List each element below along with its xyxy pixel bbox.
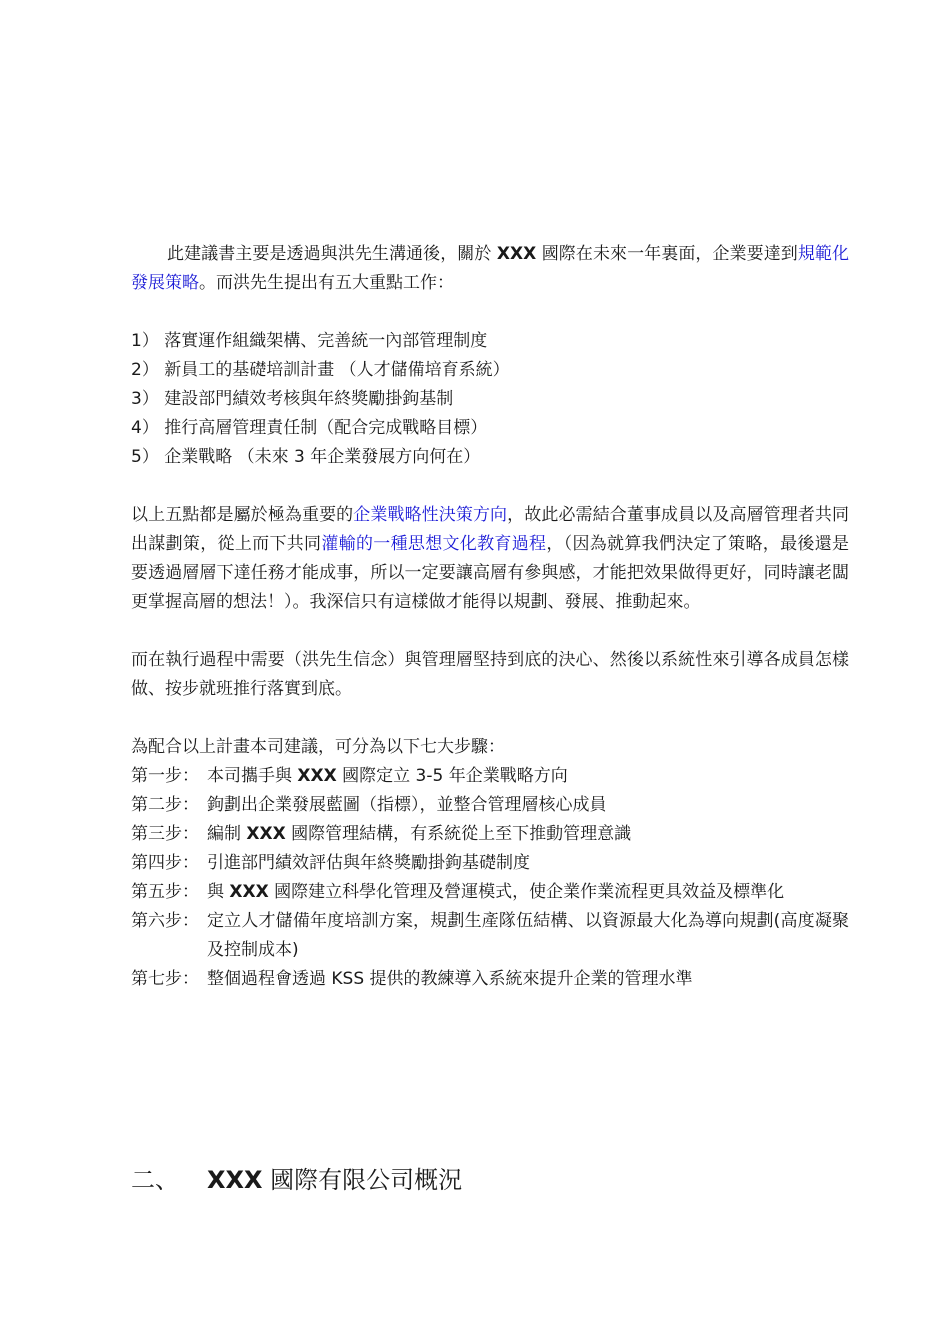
step-label: 第七步： [131, 969, 199, 989]
highlight-text: 企業戰略性決策方向 [353, 505, 508, 525]
step-item [131, 965, 849, 994]
paragraph-text: ，（因為就算我們決定了策略，最後還是要透過層層下達任務才能成事，所以一定要讓高層有參與感，才能把效果做得更好，同時讓老闆更掌握高層的想法！）。我深信只有這樣做才能得以規劃、發展、推動起來。 [131, 534, 850, 612]
step-item [131, 791, 849, 820]
strategy-paragraph [131, 501, 849, 617]
step-item [131, 907, 849, 965]
intro-paragraph [131, 240, 849, 298]
company-name: XXX [496, 244, 537, 264]
execution-paragraph: 而在執行過程中需要（洪先生信念）與管理層堅持到底的決心、然後以系統性來引導各成員怎樣做、按步就班推行落實到底。 [131, 650, 849, 699]
step-item [131, 878, 849, 907]
step-text: 編制 XXX 國際管理結構，有系統從上至下推動管理意識 [207, 824, 632, 844]
step-label: 第一步： [131, 766, 199, 786]
paragraph-text: ，故此必需結合董事成員以及高層管理者共同出謀劃策，從上而下共同 [131, 505, 850, 554]
step-item [131, 820, 849, 849]
key-task-list [131, 327, 849, 472]
list-item: 3） 建設部門績效考核與年終獎勵掛鉤基制 [131, 389, 454, 409]
section-number: 二、 [131, 1165, 179, 1194]
intro-text: 此建議書主要是透過與洪先生溝通後，關於 [167, 244, 497, 264]
paragraph-text: 以上五點都是屬於極為重要的 [131, 505, 354, 525]
step-label: 第二步： [131, 795, 199, 815]
list-item: 1） 落實運作組織架構、完善統一內部管理制度 [131, 331, 488, 351]
step-label: 第三步： [131, 824, 199, 844]
step-label: 第六步： [131, 911, 199, 931]
list-item: 4） 推行高層管理責任制（配合完成戰略目標） [131, 418, 488, 438]
company-name: XXX [207, 1165, 263, 1194]
list-item: 2） 新員工的基礎培訓計畫 （人才儲備培育系統） [131, 360, 510, 380]
intro-text: 。而洪先生提出有五大重點工作： [199, 273, 454, 293]
intro-text: 國際在未來一年裏面，企業要達到 [536, 244, 798, 264]
step-text: 定立人才儲備年度培訓方案，規劃生產隊伍結構、以資源最大化為導向規劃(高度凝聚及控制成本) [207, 911, 849, 960]
list-item: 5） 企業戰略 （未來 3 年企業發展方向何在） [131, 447, 481, 467]
step-text: 與 XXX 國際建立科學化管理及營運模式，使企業作業流程更具效益及標準化 [207, 882, 785, 902]
step-label: 第四步： [131, 853, 199, 873]
highlight-text: 規範化發展策略 [131, 244, 850, 293]
proposal-body [131, 240, 849, 994]
step-list [131, 762, 849, 994]
section-title: 國際有限公司概況 [262, 1165, 463, 1194]
step-text: 鉤劃出企業發展藍圖（指標），並整合管理層核心成員 [207, 795, 607, 815]
step-item [131, 762, 849, 791]
highlight-text: 灌輸的一種思想文化教育過程 [321, 534, 547, 554]
steps-intro: 為配合以上計畫本司建議，可分為以下七大步驟： [131, 737, 505, 757]
step-item [131, 849, 849, 878]
step-label: 第五步： [131, 882, 199, 902]
step-text: 本司攜手與 XXX 國際定立 3-5 年企業戰略方向 [207, 766, 568, 786]
section-heading [131, 1162, 462, 1198]
step-text: 整個過程會透過 KSS 提供的教練導入系統來提升企業的管理水準 [207, 969, 693, 989]
step-text: 引進部門績效評估與年終獎勵掛鉤基礎制度 [207, 853, 530, 873]
